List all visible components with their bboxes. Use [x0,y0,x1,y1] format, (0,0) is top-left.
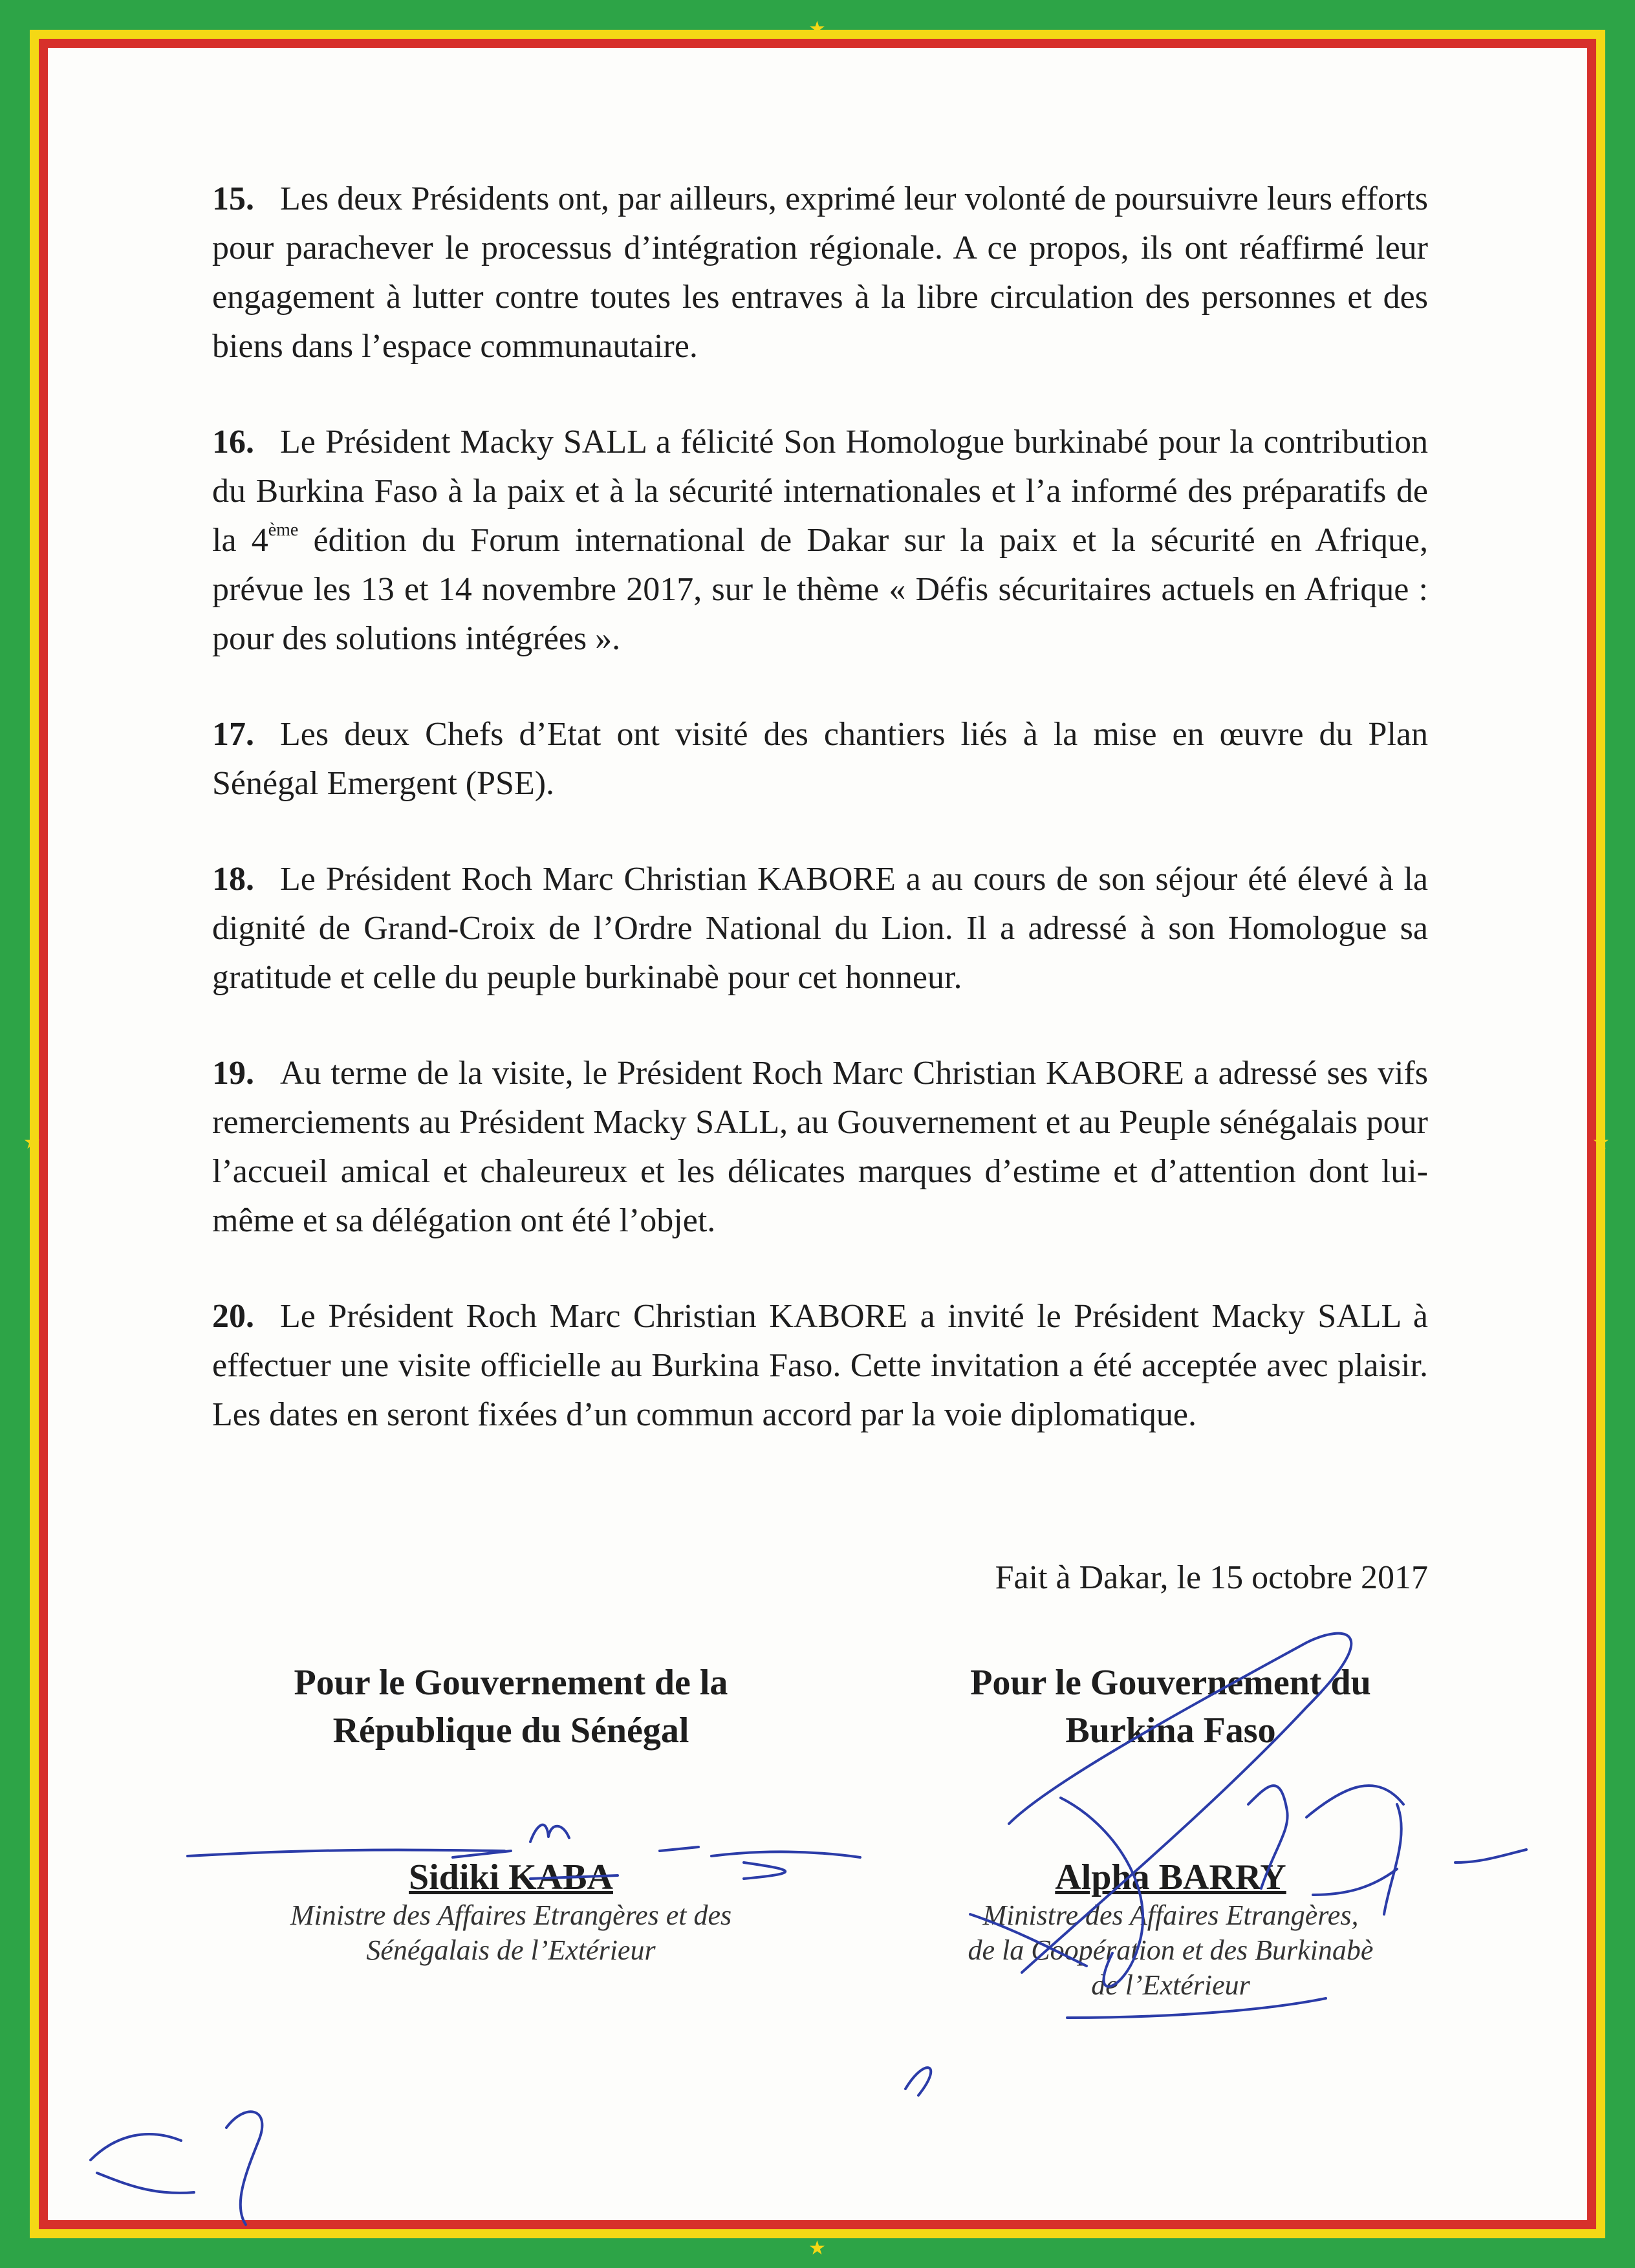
star-icon: ★ [808,17,826,40]
paragraph-19: 19. Au terme de la visite, le Président Roch Marc Christian KABORE a adressé ses vifs remerciements au Président Macky SALL, au Gouvernement et au Peuple sénégalais pour l’accueil amical et chaleureux et les délicates marques d’estime et d’attention dont lui-même et sa délégation ont été l’objet. [212,1055,1428,1239]
signatory-title: de la Coopération et des Burkinabè [968,1934,1374,1966]
signatory-name: Sidiki KABA [409,1857,613,1897]
paragraph-16: 16. Le Président Macky SALL a félicité Son Homologue burkinabé pour la contribution du Burkina Faso à la paix et à la sécurité internationales et l’a informé des préparatifs de la 4ème édition du Forum international de Dakar sur la paix et la sécurité en Afrique, prévue les 13 et 14 novembre 2017, sur le thème « Défis sécuritaires actuels en Afrique : pour des solutions intégrées ». [212,424,1429,657]
signatory-burkina-faso [867,1659,1475,2003]
signatory-title: Ministre des Affaires Etrangères et des [290,1899,732,1931]
government-label: Burkina Faso [1065,1711,1276,1751]
signatory-title: Sénégalais de l’Extérieur [366,1934,656,1966]
star-icon: ★ [808,2237,826,2260]
government-label: Pour le Gouvernement du [970,1663,1371,1703]
star-icon: ★ [1592,1131,1610,1154]
paragraph-18: 18. Le Président Roch Marc Christian KABORE a au cours de son séjour été élevé à la dignité de Grand-Croix de l’Ordre National du Lion. Il a adressé à son Homologue sa gratitude et celle du peuple burkinabè pour cet honneur. [212,861,1428,996]
government-label: République du Sénégal [332,1711,689,1751]
signatory-senegal [207,1659,815,1968]
signatory-title: de l’Extérieur [1091,1969,1250,2001]
government-label: Pour le Gouvernement de la [294,1663,728,1703]
paragraph-15: 15. Les deux Présidents ont, par ailleurs, exprimé leur volonté de poursuivre leurs efforts pour parachever le processus d’intégration régionale. A ce propos, ils ont réaffirmé leur engagement à lutter contre toutes les entraves à la libre circulation des personnes et des biens dans l’espace communautaire. [212,180,1428,365]
signatory-name: Alpha BARRY [1055,1857,1286,1897]
paragraph-17: 17. Les deux Chefs d’Etat ont visité des chantiers liés à la mise en œuvre du Plan Sénégal Emergent (PSE). [212,716,1428,802]
star-icon: ★ [23,1131,41,1154]
place-and-date: Fait à Dakar, le 15 octobre 2017 [995,1559,1428,1596]
paragraph-20: 20. Le Président Roch Marc Christian KABORE a invité le Président Macky SALL à effectuer une visite officielle au Burkina Faso. Cette invitation a été acceptée avec plaisir. Les dates en seront fixées d’un commun accord par la voie diplomatique. [212,1298,1428,1433]
document-body [212,175,1428,1486]
signatory-title: Ministre des Affaires Etrangères, [982,1899,1359,1931]
